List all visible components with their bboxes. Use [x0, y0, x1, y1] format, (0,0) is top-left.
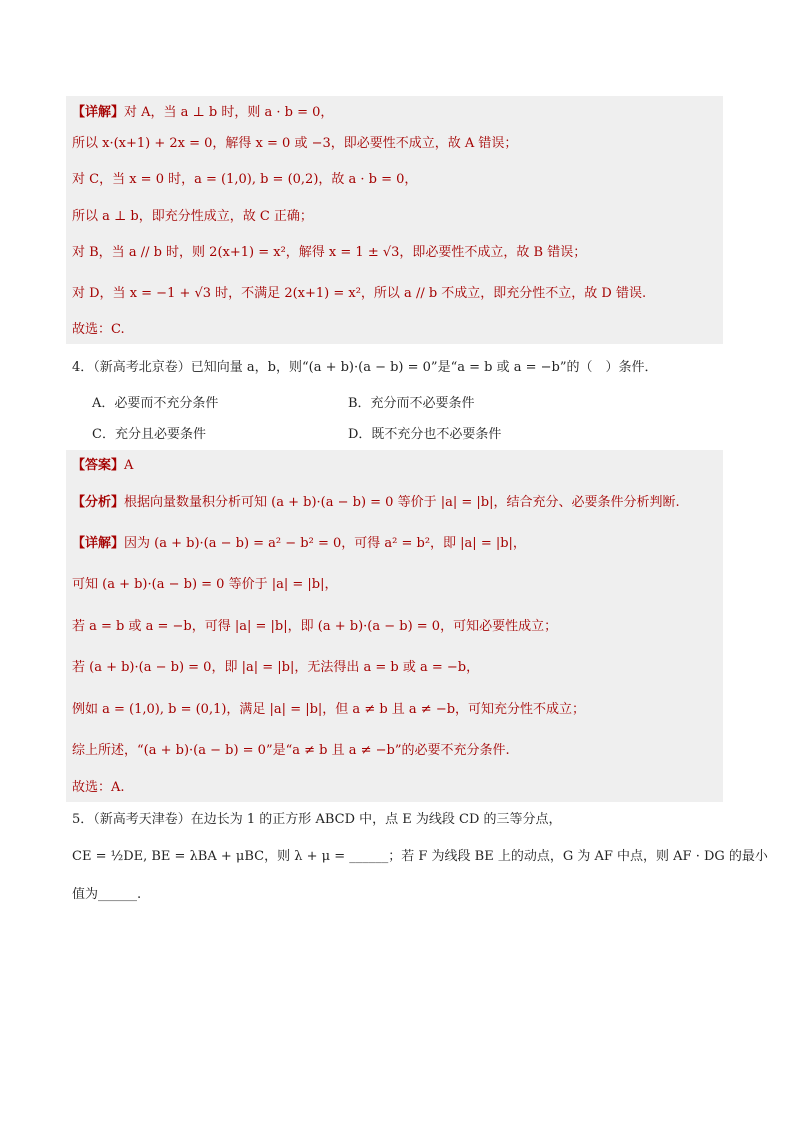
q3-detail-line-5: 对 B，当 a // b 时，则 2(x+1) = x²，解得 x = 1 ± √3，即必要性不成立，故 B 错误；	[72, 245, 587, 260]
answer-tag: 【答案】	[72, 458, 125, 473]
q5-line-3: 值为______.	[72, 887, 142, 902]
q4-option-b: B．充分而不必要条件	[348, 396, 475, 411]
q4-detail-line-5: 例如 a = (1,0), b = (0,1)，满足 |a| = |b|，但 a ≠ b 且 a ≠ −b，可知充分性不成立；	[72, 702, 586, 717]
answer-value: A	[124, 458, 134, 473]
detail-tag: 【详解】	[72, 536, 125, 551]
detail-tag: 【详解】	[72, 105, 125, 120]
q4-detail-line-4: 若 (a + b)·(a − b) = 0，即 |a| = |b|，无法得出 a = b 或 a = −b，	[72, 660, 480, 675]
q5-line-1: 5．（新高考天津卷）在边长为 1 的正方形 ABCD 中，点 E 为线段 CD 的三等分点，	[72, 812, 562, 827]
q4-detail-line-1	[72, 535, 526, 553]
analysis-text: 根据向量数量积分析可知 (a + b)·(a − b) = 0 等价于 |a| = |b|，结合充分、必要条件分析判断.	[124, 495, 680, 510]
detail-text: 因为 (a + b)·(a − b) = a² − b² = 0，可得 a² = b²，即 |a| = |b|，	[124, 536, 526, 551]
q3-detail-line-4: 所以 a ⊥ b，即充分性成立，故 C 正确；	[72, 209, 313, 224]
q3-detail-line-1	[72, 104, 333, 122]
q4-answer-line	[72, 457, 133, 475]
q4-detail-line-6: 综上所述，“(a + b)·(a − b) = 0”是“a ≠ b 且 a ≠ −b”的必要不充分条件.	[72, 743, 510, 758]
q4-detail-line-3: 若 a = b 或 a = −b，可得 |a| = |b|，即 (a + b)·(a − b) = 0，可知必要性成立；	[72, 619, 558, 634]
q4-option-a: A．必要而不充分条件	[92, 396, 219, 411]
analysis-tag: 【分析】	[72, 495, 125, 510]
q3-detail-line-7: 故选：C.	[72, 322, 125, 337]
detail-text: 对 A，当 a ⊥ b 时，则 a · b = 0，	[124, 105, 334, 120]
q4-detail-line-2: 可知 (a + b)·(a − b) = 0 等价于 |a| = |b|，	[72, 577, 338, 592]
q3-detail-line-3: 对 C，当 x = 0 时，a = (1,0), b = (0,2)，故 a · b = 0，	[72, 172, 418, 187]
q3-detail-line-2: 所以 x·(x+1) + 2x = 0，解得 x = 0 或 −3，即必要性不成立，故 A 错误；	[72, 136, 518, 151]
q4-detail-line-7: 故选：A.	[72, 780, 125, 795]
q4-option-d: D．既不充分也不必要条件	[348, 427, 502, 442]
q4-option-c: C．充分且必要条件	[92, 427, 206, 442]
q3-detail-line-6: 对 D，当 x = −1 + √3 时，不满足 2(x+1) = x²，所以 a // b 不成立，即充分性不立，故 D 错误.	[72, 286, 647, 301]
q4-analysis-line	[72, 494, 680, 512]
q4-stem: 4．（新高考北京卷）已知向量 a，b，则“(a + b)·(a − b) = 0”是“a = b 或 a = −b”的（ ）条件．	[72, 360, 658, 375]
q5-line-2: CE = ½DE, BE = λBA + μBC，则 λ + μ = ______；若 F 为线段 BE 上的动点，G 为 AF 中点，则 AF · DG 的最小	[72, 849, 768, 864]
